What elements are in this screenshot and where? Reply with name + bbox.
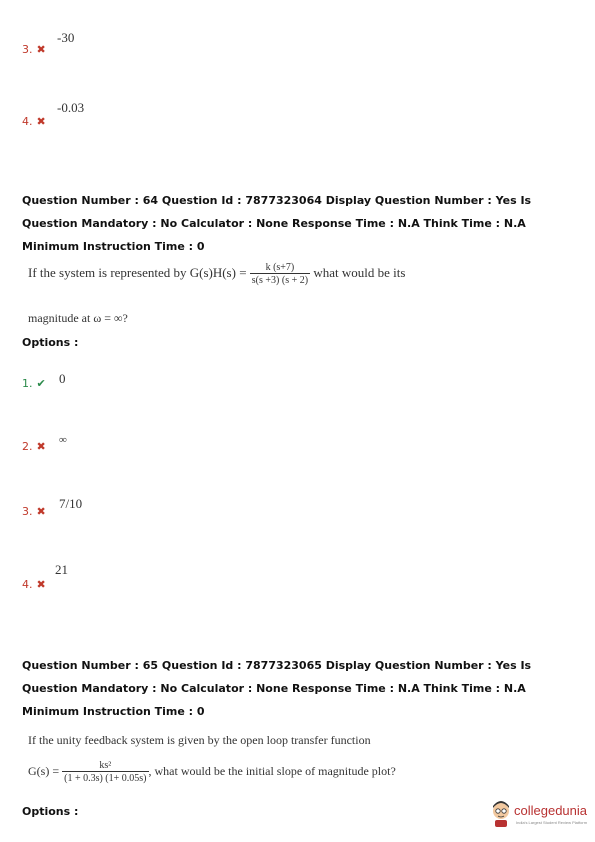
q64-fraction [250, 262, 310, 286]
q64-question-line1 [28, 262, 405, 286]
q64-option-3-number: 3. [22, 505, 33, 518]
prev-option-4-value: -0.03 [57, 100, 85, 115]
q64-option-4 [22, 578, 46, 591]
q65-options-label: Options : [22, 805, 79, 818]
cross-icon: ✖ [36, 43, 46, 56]
q64-frac-den: s(s +3) (s + 2) [251, 275, 309, 286]
prev-option-3-value: -30 [57, 30, 75, 45]
q64-frac-num: k (s+7) [265, 262, 295, 273]
q65-eq-lhs: G(s) = [28, 763, 60, 778]
cross-icon: ✖ [36, 505, 46, 518]
q65-frac-den: (1 + 0.3s) (1+ 0.05s) [64, 773, 147, 784]
logo-tagline: India's Largest Student Review Platform [516, 820, 588, 825]
checkmark-icon: ✔ [36, 377, 46, 390]
q64-text-post: what would be its [313, 264, 406, 280]
cross-icon: ✖ [36, 115, 46, 128]
q64-option-1-value: 0 [59, 371, 66, 386]
q64-question-line2: magnitude at ω = ∞? [28, 311, 128, 325]
q65-question-line1: If the unity feedback system is given by the open loop transfer function [28, 733, 371, 747]
q65-question-line2 [28, 760, 396, 784]
cross-icon: ✖ [36, 578, 46, 591]
prev-option-3 [22, 43, 46, 56]
q65-frac-num: ks² [99, 760, 112, 771]
q64-header: Question Number : 64 Question Id : 7877323064 Display Question Number : Yes Is Question Mandatory : No Calculator : None Response Time : N.A Think Time : N.A Minimum Instruction Time : 0 [22, 194, 532, 253]
prev-option-4-number: 4. [22, 115, 33, 128]
logo-name: collegedunia [514, 803, 588, 818]
q65-header: Question Number : 65 Question Id : 7877323065 Display Question Number : Yes Is Question Mandatory : No Calculator : None Response Time : N.A Think Time : N.A Minimum Instruction Time : 0 [22, 659, 532, 718]
collegedunia-logo [490, 800, 590, 830]
q64-text-pre: If the system is represented by G(s)H(s) = [28, 264, 247, 280]
q64-option-2-number: 2. [22, 440, 33, 453]
q65-text-post: , what would be the initial slope of magnitude plot? [148, 763, 396, 778]
q64-options-label: Options : [22, 336, 79, 349]
q64-option-4-number: 4. [22, 578, 33, 591]
q64-option-2-value: ∞ [59, 434, 67, 446]
q65-fraction [62, 760, 148, 784]
q64-option-3 [22, 505, 46, 518]
mascot-icon [490, 800, 512, 828]
prev-option-3-number: 3. [22, 43, 33, 56]
q64-option-1 [22, 377, 46, 390]
cross-icon: ✖ [36, 440, 46, 453]
q64-option-3-value: 7/10 [59, 496, 83, 511]
q64-option-1-number: 1. [22, 377, 33, 390]
q64-option-2 [22, 440, 46, 453]
q64-option-4-value: 21 [55, 562, 68, 577]
prev-option-4 [22, 115, 46, 128]
